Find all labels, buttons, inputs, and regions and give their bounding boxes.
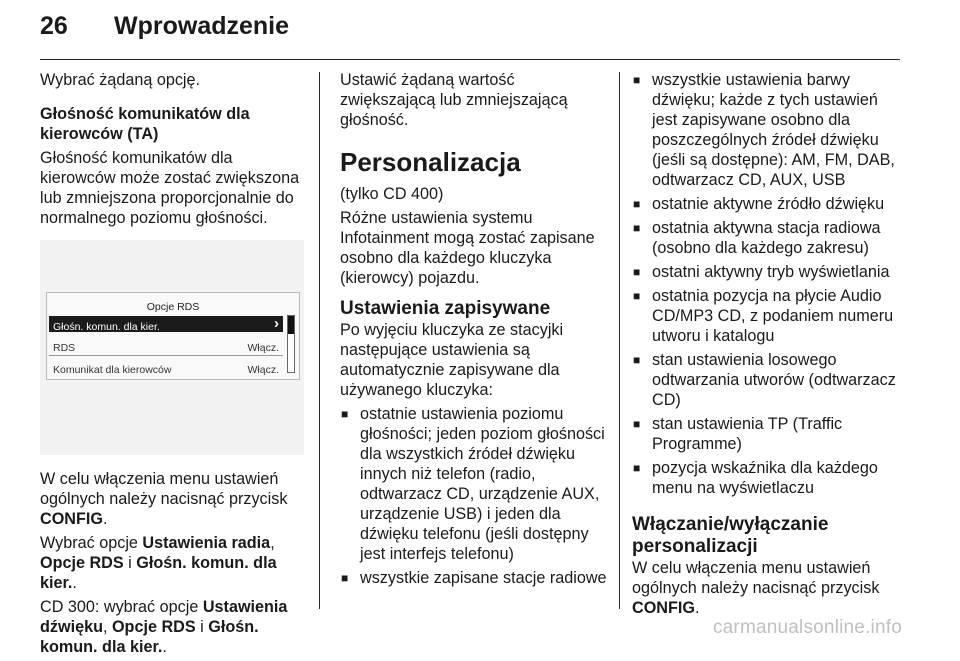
- saved-settings-intro: Po wyjęciu kluczyka ze stacyjki następujące ustawienia są automatycznie zapisywane dla używanego kluczyka:: [340, 321, 564, 399]
- text-run: .: [72, 574, 77, 592]
- header-rule: [40, 59, 900, 60]
- display-panel: [46, 292, 300, 380]
- scrollbar-thumb: [288, 316, 294, 334]
- page-number: 26: [40, 12, 68, 40]
- row-value: Włącz.: [247, 342, 279, 354]
- column-divider-2: [619, 72, 620, 609]
- list-item: ■ wszystkie zapisane stacje radiowe: [340, 568, 610, 588]
- menu-ref: Głośn. komun. dla kier.: [40, 618, 259, 656]
- chevron-right-icon: ›: [274, 315, 279, 332]
- ta-heading: Głośność komunikatów dla kierowców (TA): [40, 105, 250, 143]
- menu-ref: Opcje RDS: [111, 618, 196, 636]
- list-item: ■ stan ustawienia losowego odtwarzania utworów (odtwarzacz CD): [632, 350, 904, 410]
- selected-menu-item: [49, 316, 283, 332]
- list-item: ■ ostatnia pozycja na płycie Audio CD/MP3 CD, z podaniem numeru utworu i katalogu: [632, 286, 904, 346]
- screen-title: Opcje RDS: [146, 301, 200, 313]
- text-run: ,: [270, 534, 275, 552]
- saved-settings-list: [340, 404, 610, 588]
- text-run: i: [195, 618, 209, 636]
- text-run: W celu włączenia menu ustawień ogólnych należy nacisnąć przycisk: [632, 559, 880, 597]
- menu-row-traffic: [53, 360, 285, 375]
- selected-item-label: Głośn. komun. dla kier.: [53, 321, 160, 333]
- menu-ref: Głośn. komun. dla kier.: [40, 554, 277, 592]
- menu-ref: Ustawienia dźwięku: [40, 598, 288, 636]
- saved-settings-heading: Ustawienia zapisywane: [340, 298, 551, 319]
- column-divider-1: [319, 72, 320, 609]
- config-button-ref: CONFIG: [40, 510, 103, 528]
- column-2: [340, 70, 610, 592]
- scrollbar: [287, 315, 295, 373]
- list-item: ■ ostatni aktywny tryb wyświetlania: [632, 262, 904, 282]
- text-run: .: [102, 510, 108, 528]
- column-1: [40, 70, 308, 661]
- text-run: W celu włączenia menu ustawień ogólnych należy nacisnąć przycisk: [40, 470, 288, 508]
- list-item: ■ wszystkie ustawienia barwy dźwięku; każde z tych ustawień jest zapisywane osobno dla poszczególnych źródeł dźwięku (jeśli są dostępne): AM, FM, DAB, odtwarzacz CD, AUX, USB: [632, 70, 904, 190]
- toggle-personalization-heading: Włączanie/wyłączanie personalizacji: [632, 514, 829, 557]
- cd400-note: (tylko CD 400): [340, 185, 444, 203]
- list-item: ■ ostatnie aktywne źródło dźwięku: [632, 194, 904, 214]
- config-button-ref: CONFIG: [632, 599, 695, 617]
- text-run: .: [694, 599, 700, 617]
- intro-text: Wybrać żądaną opcję.: [40, 71, 201, 89]
- saved-settings-list-cont: [632, 70, 904, 498]
- menu-ref: Ustawienia radia: [142, 534, 271, 552]
- adjust-volume-text: Ustawić żądaną wartość zwiększającą lub zmniejszającą głośność.: [340, 71, 568, 129]
- page-title: Wprowadzenie: [114, 12, 290, 40]
- row-label: Komunikat dla kierowców: [53, 364, 172, 376]
- watermark: carmanualsonline.info: [712, 617, 902, 638]
- text-run: i: [123, 554, 137, 572]
- row-divider: [49, 355, 283, 356]
- column-3: [632, 70, 904, 622]
- text-run: ,: [102, 618, 112, 636]
- menu-row-rds: [53, 338, 285, 353]
- cd300-paragraph: [40, 597, 308, 657]
- personalization-heading: Personalizacja: [340, 147, 521, 177]
- toggle-config-paragraph: [632, 558, 904, 618]
- config-paragraph: [40, 469, 308, 529]
- ta-text: Głośność komunikatów dla kierowców może zostać zwiększona lub zmniejszona proporcjonalnie do normalnego poziomu głośności.: [40, 149, 300, 227]
- list-item: ■ ostatnia aktywna stacja radiowa (osobno dla każdego zakresu): [632, 218, 904, 258]
- list-item: ■ ostatnie ustawienia poziomu głośności; jeden poziom głośności dla wszystkich źródeł dźwięku innych niż telefon (radio, odtwarzacz CD, urządzenie AUX, urządzenie USB) i jeden dla dźwięku telefonu (jeśli dostępny jest interfejs telefonu): [340, 404, 610, 564]
- menu-ref: Opcje RDS: [40, 554, 124, 572]
- list-item: ■ stan ustawienia TP (Traffic Programme): [632, 414, 904, 454]
- text-run: Wybrać opcje: [40, 534, 143, 552]
- text-run: CD 300: wybrać opcje: [40, 598, 203, 616]
- row-label: RDS: [53, 342, 76, 354]
- list-item: ■ pozycja wskaźnika dla każdego menu na wyświetlaczu: [632, 458, 904, 498]
- text-run: .: [162, 638, 167, 656]
- select-options-paragraph: [40, 533, 308, 593]
- personalization-text: Różne ustawienia systemu Infotainment mogą zostać zapisane osobno dla każdego kluczyka (kierowcy) pojazdu.: [340, 209, 595, 287]
- rds-screen-image: [40, 240, 304, 455]
- row-value: Włącz.: [247, 364, 279, 376]
